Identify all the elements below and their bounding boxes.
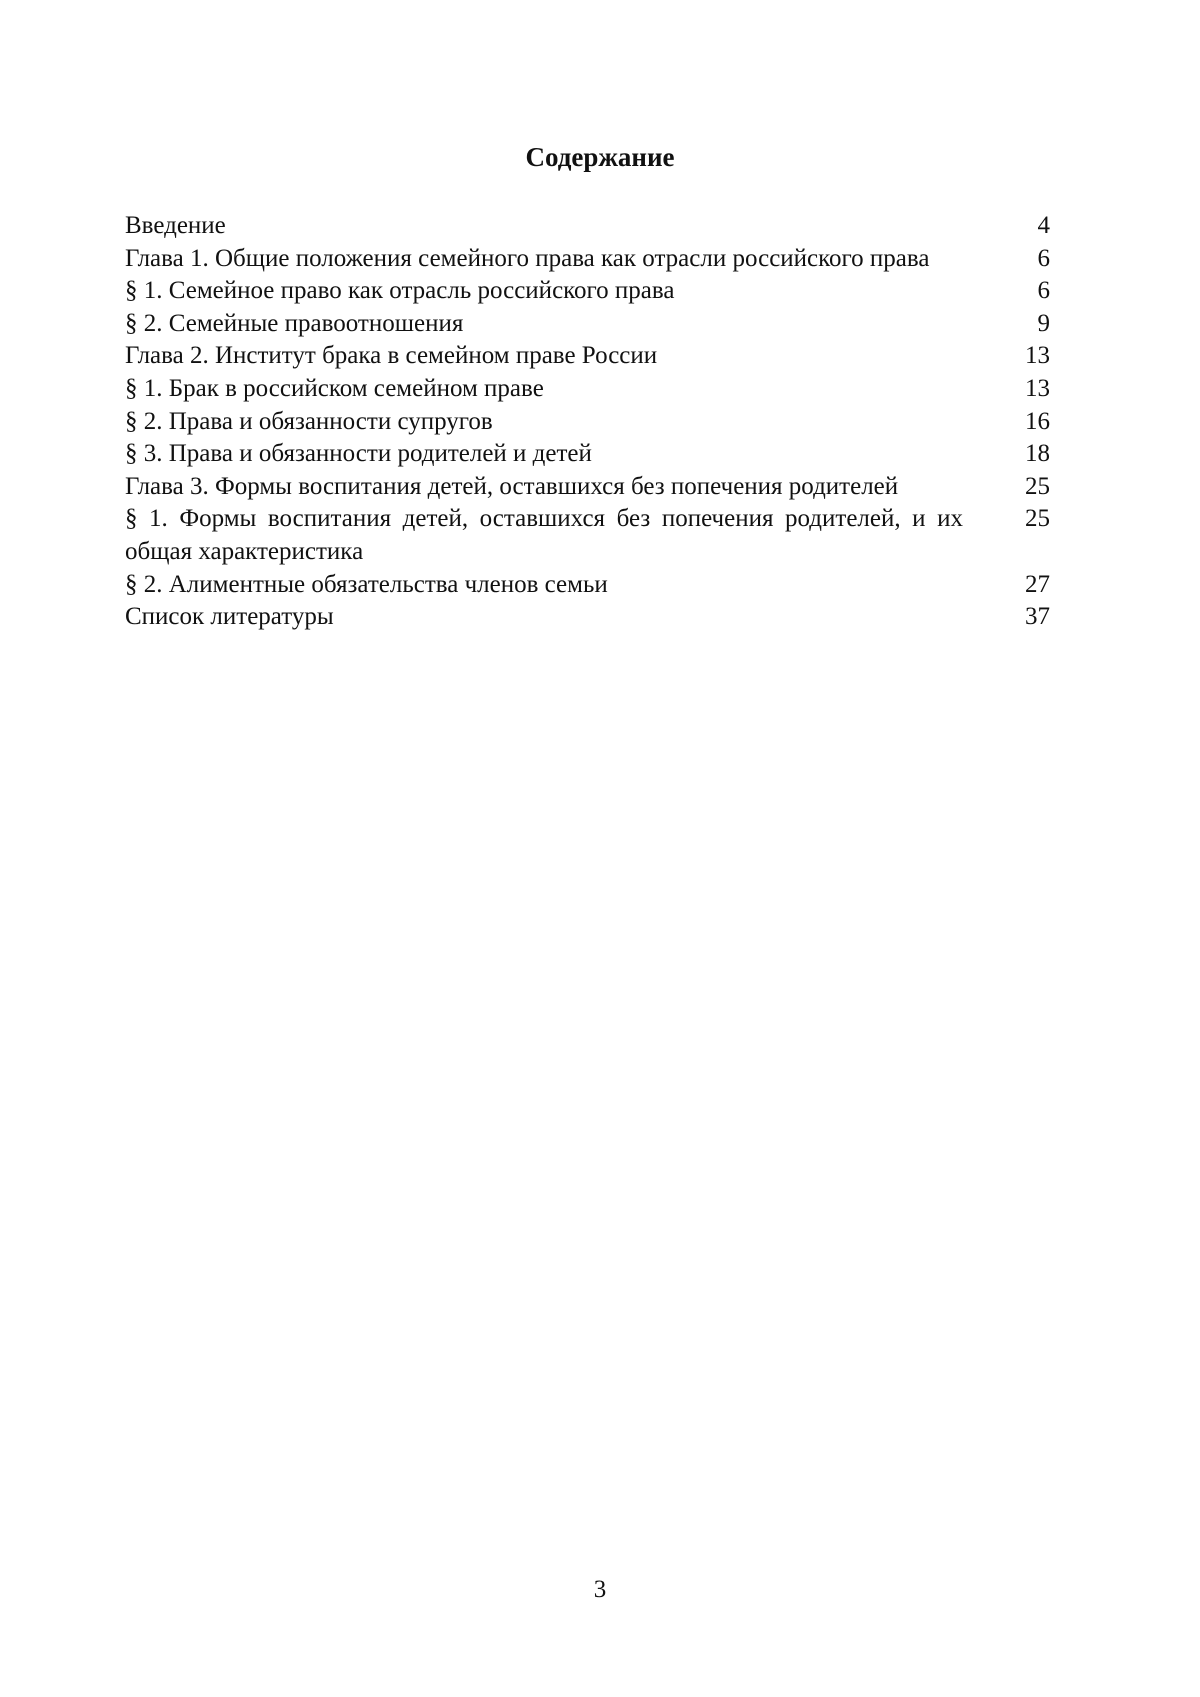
toc-entry-page: 4 xyxy=(1037,212,1050,239)
toc-entry-text: Глава 2. Институт брака в семейном праве России xyxy=(125,342,658,370)
toc-entry-chapter-3-section-2 xyxy=(125,569,1050,602)
toc-entry-chapter-3 xyxy=(125,471,1050,504)
toc-entry-text: § 1. Формы воспитания детей, оставшихся без попечения родителей, и их общая характеристика xyxy=(125,505,963,565)
toc-entry-chapter-2-section-2 xyxy=(125,406,1050,439)
toc-entry-text: § 1. Семейное право как отрасль российского права xyxy=(125,277,675,305)
toc-entry-text: Введение xyxy=(125,212,226,239)
toc-entry-bibliography xyxy=(125,601,1050,634)
toc-entry-page: 6 xyxy=(1037,244,1050,272)
page-title: Содержание xyxy=(525,142,675,172)
toc-entry-chapter-3-section-1 xyxy=(125,503,1050,568)
toc-entry-page: 16 xyxy=(1025,407,1050,435)
toc-entry-page: 13 xyxy=(1025,342,1050,370)
toc-entry-chapter-2-section-3 xyxy=(125,438,1050,471)
toc-entry-text: Глава 1. Общие положения семейного права как отрасли российского права xyxy=(125,244,930,272)
toc-entry-page: 6 xyxy=(1037,277,1050,305)
toc-entry-chapter-1-section-1 xyxy=(125,275,1050,308)
toc-entry-text: § 1. Брак в российском семейном праве xyxy=(125,374,544,402)
toc-entry-chapter-2-section-1 xyxy=(125,373,1050,406)
toc-entry-introduction xyxy=(125,210,1050,243)
toc-entry-page: 25 xyxy=(1025,505,1050,533)
toc-entry-page: 13 xyxy=(1025,374,1050,402)
toc-entry-page: 25 xyxy=(1025,472,1050,500)
toc-entry-page: 27 xyxy=(1025,570,1050,598)
toc-entry-text: Глава 3. Формы воспитания детей, оставшихся без попечения родителей xyxy=(125,472,899,500)
toc-entry-chapter-2 xyxy=(125,340,1050,373)
page-number: 3 xyxy=(593,1576,607,1603)
toc-entry-text: § 3. Права и обязанности родителей и детей xyxy=(125,440,592,468)
toc-entry-chapter-1-section-2 xyxy=(125,308,1050,341)
toc-entry-page: 37 xyxy=(1025,603,1050,631)
toc-entry-text: § 2. Алиментные обязательства членов семьи xyxy=(125,570,608,598)
toc-entry-page: 18 xyxy=(1025,440,1050,468)
toc-entry-chapter-1 xyxy=(125,243,1050,276)
toc-entry-text: Список литературы xyxy=(125,603,334,631)
table-of-contents xyxy=(125,210,1050,634)
toc-entry-page: 9 xyxy=(1037,309,1050,337)
toc-entry-text: § 2. Семейные правоотношения xyxy=(125,309,464,337)
toc-entry-text: § 2. Права и обязанности супругов xyxy=(125,407,493,435)
